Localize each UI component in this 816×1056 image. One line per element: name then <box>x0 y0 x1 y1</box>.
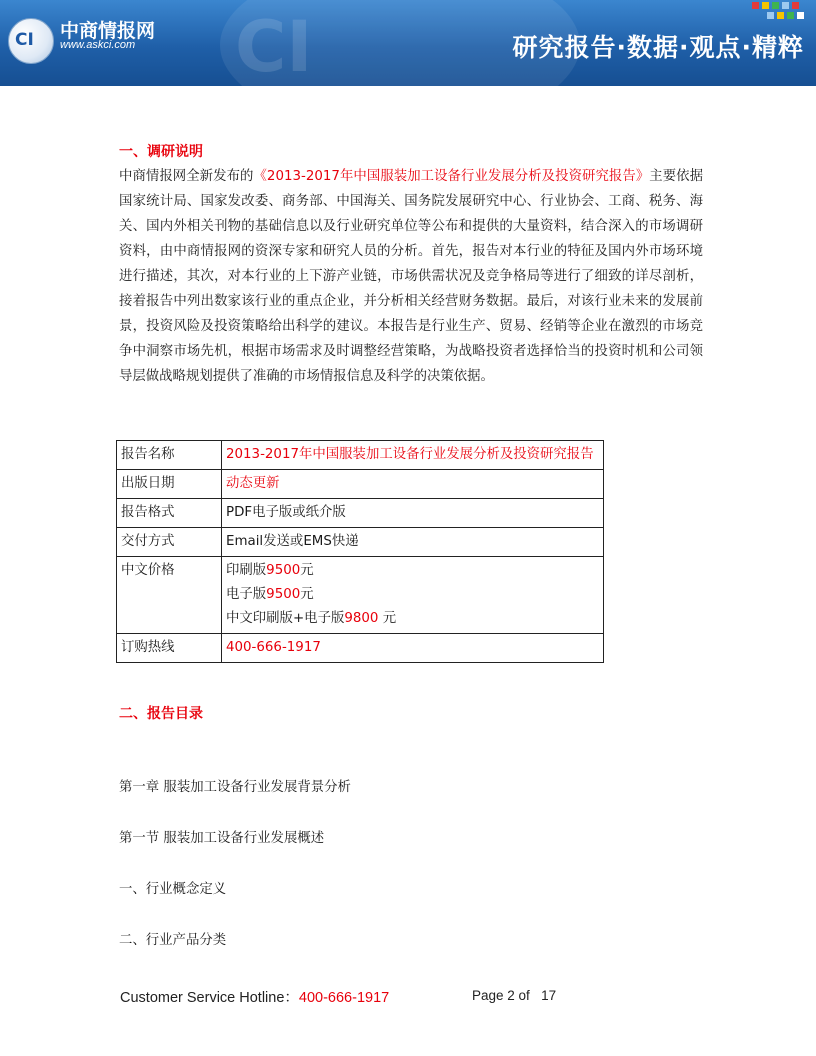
publish-date-value: 动态更新 <box>222 470 604 499</box>
price-electronic-label: 电子版 <box>226 587 267 602</box>
price-both <box>226 607 599 631</box>
table-row <box>117 470 604 499</box>
report-title-link[interactable]: 《2013-2017年中国服装加工设备行业发展分析及投资研究报告》 <box>253 169 650 184</box>
intro-body: 主要依据国家统计局、国家发改委、商务部、中国海关、国务院发展研究中心、行业协会、工商、税务、海关、国内外相关刊物的基础信息以及行业研究单位等公布和提供的大量资料，结合深入的市场调研资料，由中商情报网的资深专家和研究人员的分析。首先，报告对本行业的特征及国内外市场环境进行描述，其次，对本行业的上下游产业链，市场供需状况及竞争格局等进行了细致的详尽剖析，接着报告中列出数家该行业的重点企业，并分析相关经营财务数据。最后，对该行业未来的发展前景，投资风险及投资策略给出科学的建议。本报告是行业生产、贸易、经销等企业在激烈的市场竞争中洞察市场先机，根据市场需求及时调整经营策略，为战略投资者选择恰当的投资时机和公司领导层做战略规划提供了准确的市场情报信息及科学的决策依据。 <box>119 169 703 384</box>
intro-prefix: 中商情报网全新发布的 <box>119 169 254 184</box>
section2-heading: 二、报告目录 <box>119 706 203 722</box>
report-name-value: 2013-2017年中国服装加工设备行业发展分析及投资研究报告 <box>222 441 604 470</box>
table-row <box>117 557 604 634</box>
logo-mark: CI <box>15 30 34 50</box>
footer-hotline <box>120 986 389 1007</box>
delivery-value: Email发送或EMS快递 <box>222 528 604 557</box>
table-row <box>117 528 604 557</box>
section1-heading: 一、调研说明 <box>119 144 203 160</box>
section2-heading-wrap <box>119 702 203 726</box>
price-both-label: 中文印刷版+电子版 <box>226 611 345 626</box>
logo-icon <box>8 18 54 64</box>
report-info-table <box>116 440 604 663</box>
format-value: PDF电子版或纸介版 <box>222 499 604 528</box>
section-research-description <box>119 140 703 389</box>
table-row <box>117 441 604 470</box>
footer-hotline-label: Customer Service Hotline： <box>120 990 299 1006</box>
list-item: 二、行业产品分类 <box>119 933 227 948</box>
table-row <box>117 499 604 528</box>
decorative-squares-icon <box>748 0 808 26</box>
header-banner <box>0 0 816 86</box>
banner-watermark: CI <box>235 6 313 86</box>
currency: 元 <box>382 611 397 626</box>
page-text: Page 2 of <box>472 988 530 1003</box>
delivery-label: 交付方式 <box>117 528 222 557</box>
list-item: 一、行业概念定义 <box>119 882 227 897</box>
price-values <box>222 557 604 634</box>
brand-url[interactable]: www.askci.com <box>60 39 136 51</box>
hotline-label: 订购热线 <box>117 634 222 663</box>
price-print-label: 印刷版 <box>226 563 267 578</box>
price-both-value: 9800 <box>344 611 379 626</box>
format-label: 报告格式 <box>117 499 222 528</box>
hotline-value[interactable]: 400-666-1917 <box>222 634 604 663</box>
price-label: 中文价格 <box>117 557 222 634</box>
list-item: 第一章 服装加工设备行业发展背景分析 <box>119 780 351 795</box>
section1-paragraph <box>119 164 703 389</box>
price-print <box>226 559 599 583</box>
price-electronic <box>226 583 599 607</box>
footer-hotline-number[interactable]: 400-666-1917 <box>298 990 390 1006</box>
brand-name: 中商情报网 <box>60 20 156 42</box>
page-total: 17 <box>541 988 557 1003</box>
price-print-value: 9500 <box>266 563 301 578</box>
list-item: 第一节 服装加工设备行业发展概述 <box>119 831 325 846</box>
report-name-label: 报告名称 <box>117 441 222 470</box>
table-row <box>117 634 604 663</box>
header-slogan: 研究报告·数据·观点·精粹 <box>512 33 804 62</box>
publish-date-label: 出版日期 <box>117 470 222 499</box>
page-indicator <box>472 988 556 1003</box>
price-electronic-value: 9500 <box>266 587 301 602</box>
currency: 元 <box>300 563 314 578</box>
currency: 元 <box>300 587 314 602</box>
